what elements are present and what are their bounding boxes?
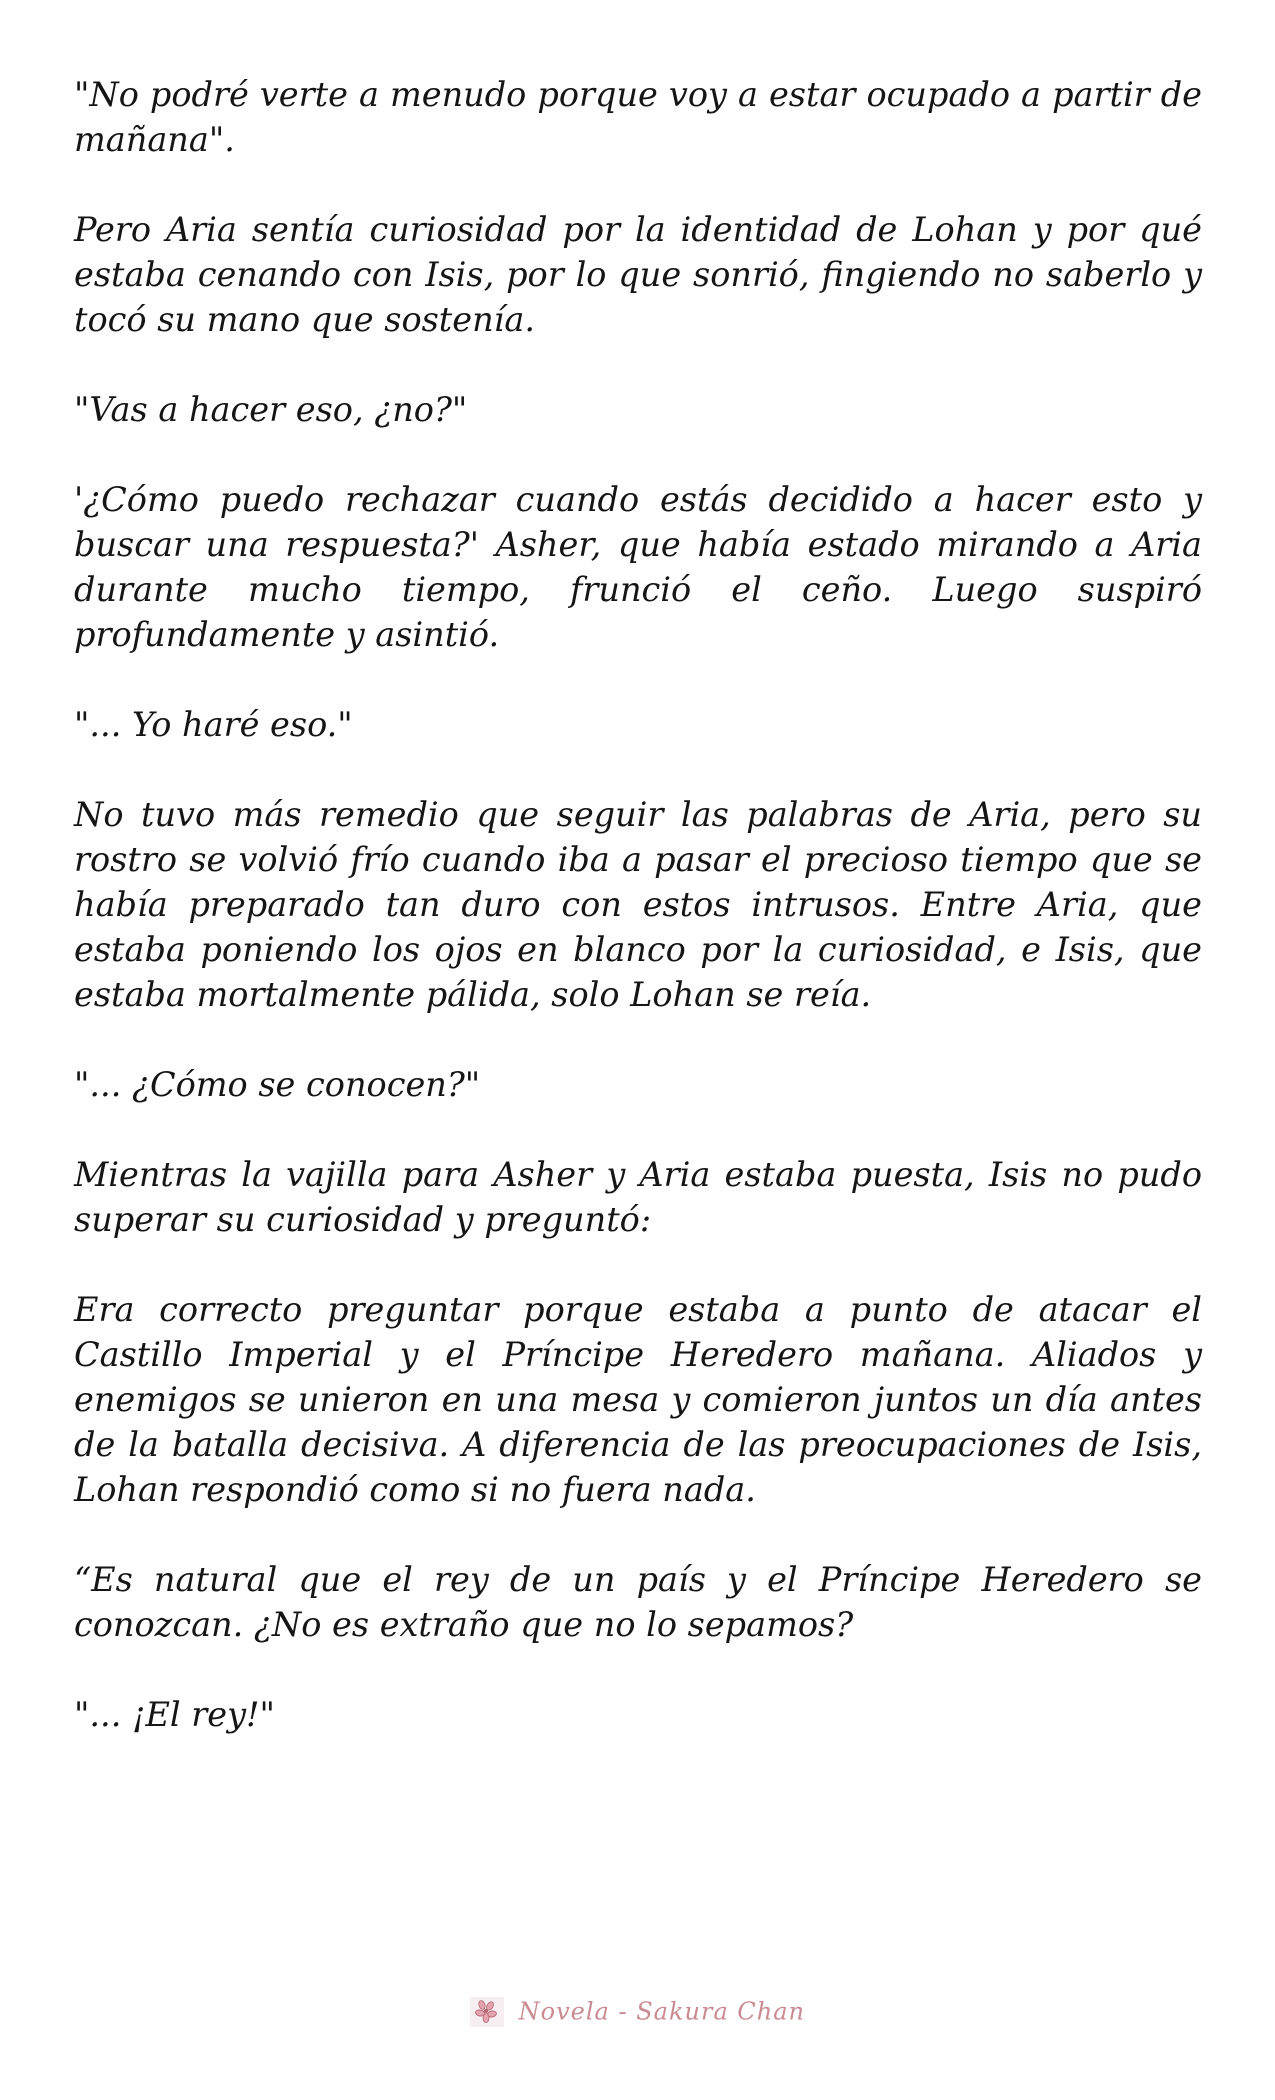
paragraph-8: Mientras la vajilla para Asher y Aria estaba puesta, Isis no pudo superar su curiosidad y preguntó: [74, 1155, 1202, 1239]
paragraph-6: No tuvo más remedio que seguir las palabras de Aria, pero su rostro se volvió frío cuando iba a pasar el precioso tiempo que se había preparado tan duro con estos intrusos. Entre Aria, que estaba poniendo los ojos en blanco por la curiosidad, e Isis, que estaba mortalmente pálida, solo Lohan se reía. [74, 795, 1202, 1014]
sakura-flower-icon [470, 1997, 504, 2027]
paragraph-11: "... ¡El rey!" [74, 1695, 275, 1734]
paragraph-10: “Es natural que el rey de un país y el Príncipe Heredero se conozcan. ¿No es extraño que no lo sepamos? [74, 1560, 1202, 1644]
paragraph-4: '¿Cómo puedo rechazar cuando estás decidido a hacer esto y buscar una respuesta?' Asher, que había estado mirando a Aria durante mucho tiempo, frunció el ceño. Luego suspiró profundamente y asintió. [74, 480, 1202, 654]
paragraph-5: "... Yo haré eso." [74, 705, 353, 744]
watermark-footer [0, 1996, 1275, 2027]
paragraph-3: "Vas a hacer eso, ¿no?" [74, 390, 468, 429]
watermark-text: Novela - Sakura Chan [518, 1997, 805, 2026]
paragraph-7: "... ¿Cómo se conocen?" [74, 1065, 481, 1104]
paragraph-2: Pero Aria sentía curiosidad por la identidad de Lohan y por qué estaba cenando con Isis, por lo que sonrió, fingiendo no saberlo y tocó su mano que sostenía. [74, 210, 1202, 339]
paragraph-1: "No podré verte a menudo porque voy a estar ocupado a partir de mañana". [74, 75, 1202, 159]
paragraph-9: Era correcto preguntar porque estaba a punto de atacar el Castillo Imperial y el Príncipe Heredero mañana. Aliados y enemigos se unieron en una mesa y comieron juntos un día antes de la batalla decisiva. A diferencia de las preocupaciones de Isis, Lohan respondió como si no fuera nada. [74, 1290, 1202, 1509]
document-body [74, 72, 1202, 1782]
